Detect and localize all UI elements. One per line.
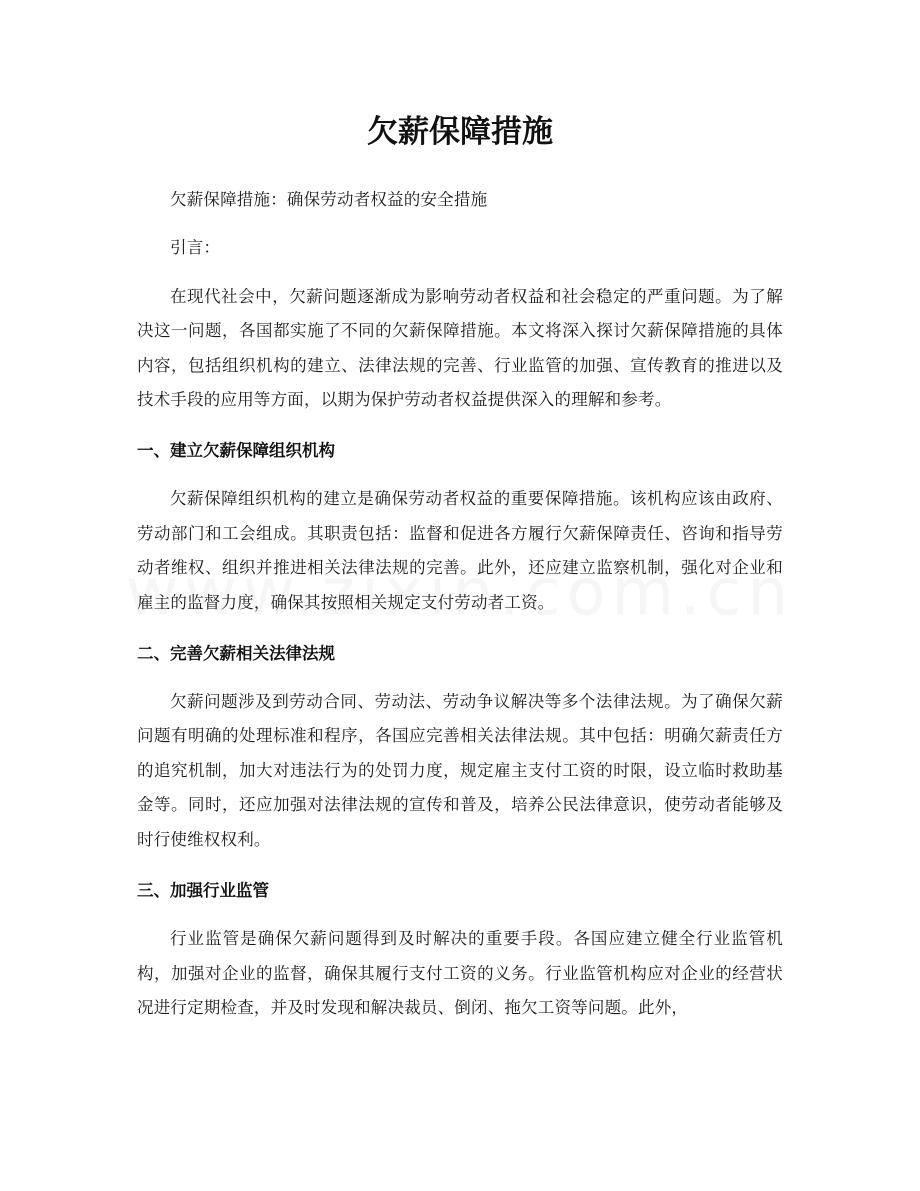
section-paragraph-2: 欠薪问题涉及到劳动合同、劳动法、劳动争议解决等多个法律法规。为了确保欠薪问题有明确的处理标准和程序，各国应完善相关法律法规。其中包括：明确欠薪责任方的追究机制，加大对违法行为的处罚力度，规定雇主支付工资的时限，设立临时救助基金等。同时，还应加强对法律法规的宣传和普及，培养公民法律意识，使劳动者能够及时行使维权权利。 — [137, 692, 783, 849]
intro-paragraph: 在现代社会中，欠薪问题逐渐成为影响劳动者权益和社会稳定的严重问题。为了解决这一问题，各国都实施了不同的欠薪保障措施。本文将深入探讨欠薪保障措施的具体内容，包括组织机构的建立、法律法规的完善、行业监管的加强、宣传教育的推进以及技术手段的应用等方面，以期为保护劳动者权益提供深入的理解和参考。 — [137, 286, 783, 410]
document-body — [137, 183, 783, 1025]
page-title: 欠薪保障措施 — [367, 114, 553, 150]
intro-label: 引言： — [170, 238, 221, 258]
section-paragraph-3: 行业监管是确保欠薪问题得到及时解决的重要手段。各国应建立健全行业监管机构，加强对企业的监督，确保其履行支付工资的义务。行业监管机构应对企业的经营状况进行定期检查，并及时发现和解决裁员、倒闭、拖欠工资等问题。此外， — [137, 929, 783, 1017]
section-paragraph-1: 欠薪保障组织机构的建立是确保劳动者权益的重要保障措施。该机构应该由政府、劳动部门和工会组成。其职责包括：监督和促进各方履行欠薪保障责任、咨询和指导劳动者维权、组织并推进相关法律法规的完善。此外，还应建立监察机制，强化对企业和雇主的监督力度，确保其按照相关规定支付劳动者工资。 — [137, 489, 783, 612]
section-heading-2: 二、完善欠薪相关法律法规 — [137, 644, 335, 664]
section-heading-3: 三、加强行业监管 — [137, 881, 269, 901]
subtitle-paragraph: 欠薪保障措施：确保劳动者权益的安全措施 — [170, 190, 488, 209]
section-heading-1: 一、建立欠薪保障组织机构 — [137, 441, 335, 461]
